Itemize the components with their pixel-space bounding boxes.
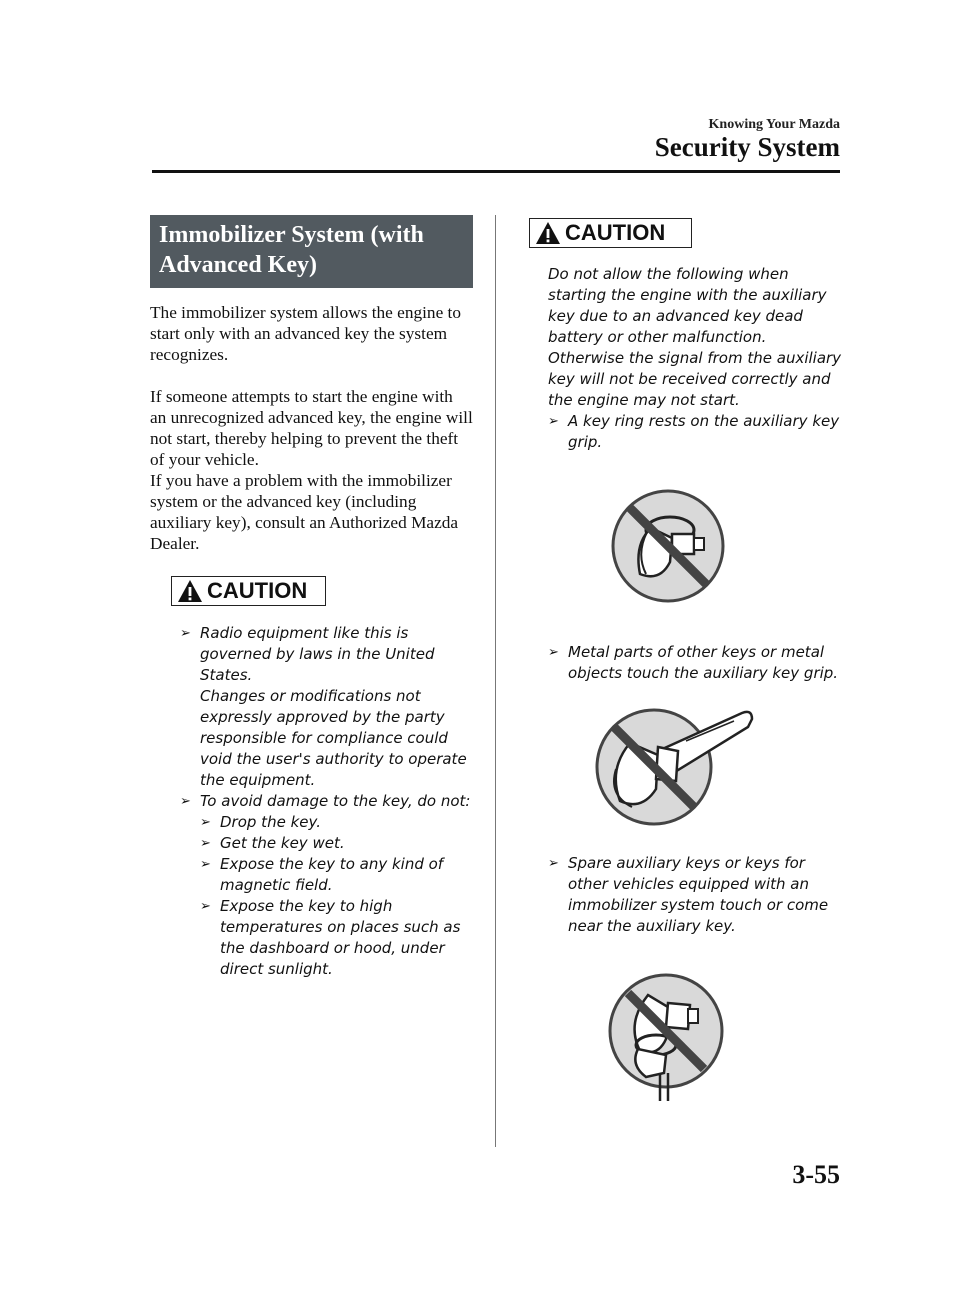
sub-list — [200, 812, 473, 980]
list-item: ➢ Get the key wet. — [200, 834, 345, 852]
section-title: Immobilizer System (with Advanced Key) — [150, 215, 473, 288]
dealer-paragraph: If you have a problem with the immobilizer system or the advanced key (including auxiliary key), consult an Authorized Mazda Dealer. — [150, 471, 459, 553]
caution-list — [548, 411, 844, 453]
header-title: Security System — [654, 132, 840, 162]
caution-label: CAUTION — [529, 218, 692, 248]
prohibition-circle-icon — [610, 975, 722, 1101]
header-rule — [152, 170, 840, 173]
caution-intro: Do not allow the following when starting the engine with the auxiliary key due to an advanced key dead battery or other malfunction. Otherwise the signal from the auxiliary key will not be received correctly and the engine may not start. — [548, 265, 842, 409]
warning-triangle-icon — [177, 579, 203, 603]
theft-paragraph: If someone attempts to start the engine with an unrecognized advanced key, the engine will not start, thereby helping to prevent the theft of your vehicle. — [150, 387, 473, 469]
left-column — [150, 215, 473, 980]
prohibition-circle-icon — [597, 710, 752, 824]
list-item: ➢ Expose the key to any kind of magnetic field. — [200, 855, 444, 894]
list-item: ➢ To avoid damage to the key, do not: ➢ Drop the key. ➢ Get the key wet. ➢ Expose the key to any kind of magnetic field. ➢ Expose the key to high temperatures on places such as the dashboard or hood, under direct sunlight. — [180, 791, 473, 980]
column-divider — [495, 215, 496, 1147]
list-item: ➢ Metal parts of other keys or metal objects touch the auxiliary key grip. — [548, 643, 839, 682]
header-subtitle: Knowing Your Mazda — [708, 117, 840, 132]
warning-triangle-icon — [535, 221, 561, 245]
list-item: ➢ Spare auxiliary keys or keys for other vehicles equipped with an immobilizer system touch or come near the auxiliary key. — [548, 854, 829, 935]
intro-paragraph: The immobilizer system allows the engine to start only with an advanced key the system recognizes. — [150, 303, 461, 364]
right-column — [514, 215, 844, 1105]
caution-list — [180, 623, 473, 980]
metal-key-prohibited-figure — [586, 699, 766, 829]
list-item: ➢ Expose the key to high temperatures on places such as the dashboard or hood, under direct sunlight. — [200, 897, 461, 978]
caution-list — [548, 853, 844, 937]
caution-list — [548, 642, 844, 684]
prohibition-circle-icon — [613, 491, 723, 601]
page-number: 3-55 — [792, 1160, 840, 1189]
spare-keys-prohibited-figure — [604, 965, 754, 1105]
list-item: ➢ Radio equipment like this is governed by laws in the United States. Changes or modifications not expressly approved by the party responsible for compliance could void the user's authority to operate the equipment. — [180, 624, 467, 789]
caution-label: CAUTION — [171, 576, 326, 606]
list-item: ➢ Drop the key. — [200, 813, 321, 831]
list-item: ➢ A key ring rests on the auxiliary key grip. — [548, 412, 840, 451]
key-ring-prohibited-figure — [606, 478, 756, 618]
